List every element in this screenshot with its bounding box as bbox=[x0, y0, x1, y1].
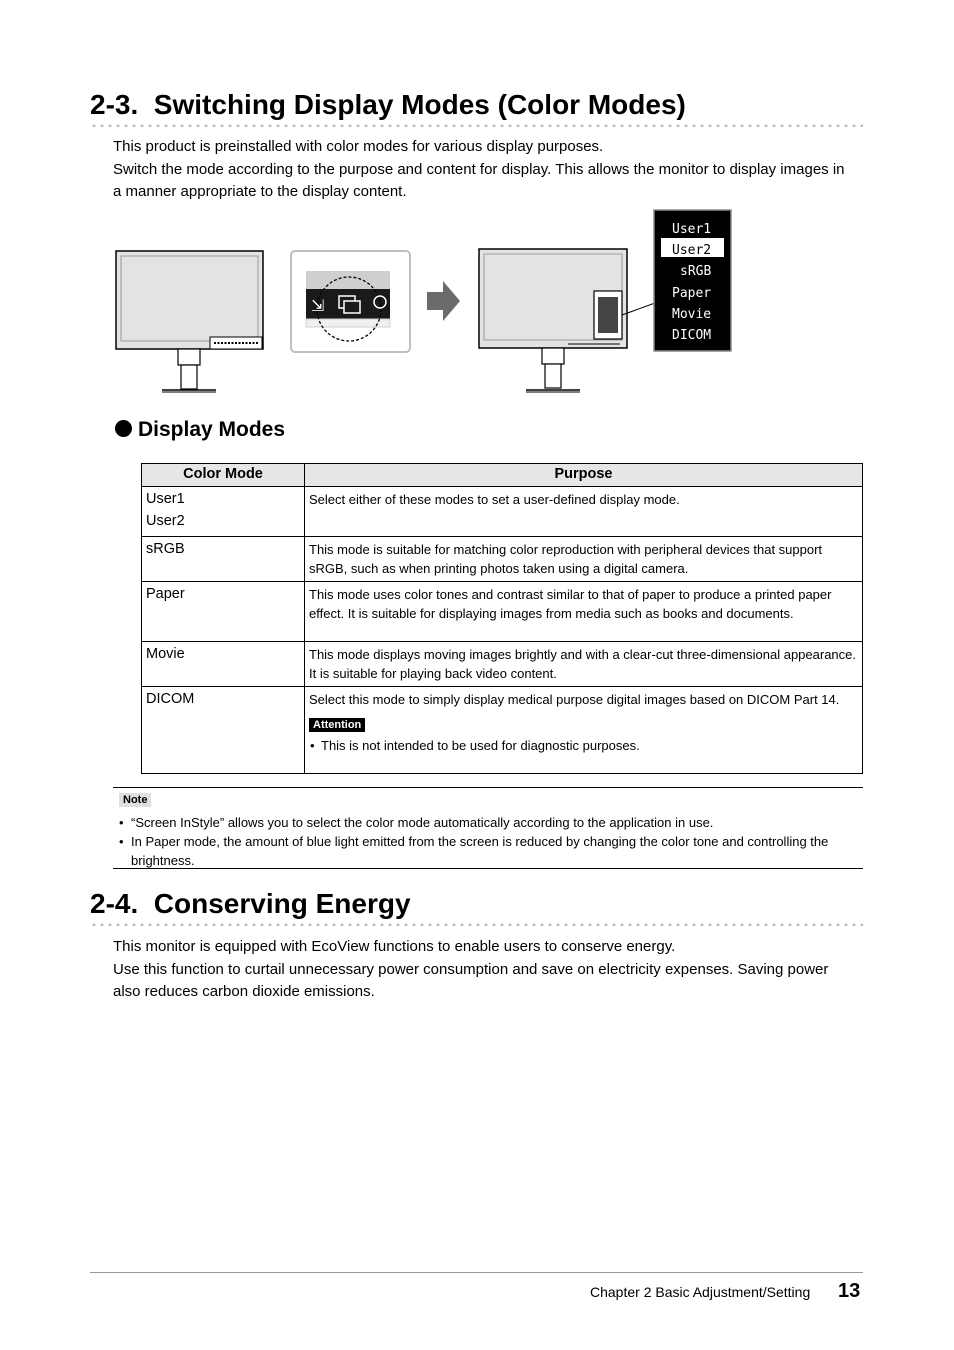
attention-item: • This is not intended to be used for diagnostic purposes. bbox=[310, 738, 640, 753]
purpose-cell: Select either of these modes to set a user-defined display mode. bbox=[305, 487, 863, 537]
bullet-icon bbox=[115, 420, 132, 437]
mode-cell: sRGB bbox=[142, 537, 305, 582]
purpose-cell: This mode uses color tones and contrast similar to that of paper to produce a printed paper effect. It is suitable for displaying images from media such as books and documents. bbox=[305, 582, 863, 642]
note-label: Note bbox=[119, 793, 151, 807]
purpose-cell: This mode is suitable for matching color reproduction with peripheral devices that support sRGB, such as when printing photos taken using a digital camera. bbox=[305, 537, 863, 582]
table-row bbox=[142, 487, 863, 537]
table-row bbox=[142, 642, 863, 687]
mode-name: User2 bbox=[146, 513, 185, 529]
table-header-row bbox=[142, 464, 863, 487]
purpose-cell bbox=[305, 687, 863, 774]
footer-chapter: Chapter 2 Basic Adjustment/Setting bbox=[590, 1284, 811, 1300]
heading-dotted-rule bbox=[90, 923, 863, 926]
menu-item-srgb: sRGB bbox=[680, 264, 712, 279]
list-item: • “Screen InStyle” allows you to select the color mode automatically according to the application in use. bbox=[113, 813, 863, 832]
col-header-mode: Color Mode bbox=[142, 464, 305, 487]
list-item: • In Paper mode, the amount of blue light emitted from the screen is reduced by changing the color tone and controlling the brightness. bbox=[113, 832, 863, 870]
section-heading-conserving-energy bbox=[90, 887, 863, 921]
col-header-purpose: Purpose bbox=[305, 464, 863, 487]
menu-item-user2: User2 bbox=[672, 243, 712, 258]
heading-dotted-rule bbox=[90, 124, 863, 127]
monitor-right-icon bbox=[479, 249, 655, 392]
footer-rule bbox=[90, 1272, 863, 1273]
intro-paragraph bbox=[113, 136, 853, 204]
menu-item-user1: User1 bbox=[672, 222, 712, 237]
page-number: 13 bbox=[838, 1280, 861, 1302]
energy-line-2: Use this function to curtail unnecessary power consumption and save on electricity expenses. Saving power also reduces carbon dioxide emissions. bbox=[113, 960, 829, 1000]
button-zoom-callout bbox=[291, 251, 410, 352]
menu-item-dicom: DICOM bbox=[672, 328, 712, 343]
display-modes-title: Display Modes bbox=[138, 418, 286, 441]
intro-line-2: Switch the mode according to the purpose and content for display. This allows the monitor to display images in a manner appropriate to the display content. bbox=[113, 160, 845, 200]
display-modes-heading bbox=[115, 418, 285, 442]
menu-item-movie: Movie bbox=[672, 307, 712, 322]
arrow-right-icon bbox=[427, 281, 460, 321]
mode-name: User1 bbox=[146, 491, 185, 507]
mode-switch-illustration bbox=[110, 205, 740, 397]
display-modes-table bbox=[141, 463, 863, 774]
section-title: 2-3. Switching Display Modes (Color Modes) bbox=[90, 89, 686, 120]
mode-cell: Paper bbox=[142, 582, 305, 642]
attention-label: Attention bbox=[309, 718, 365, 732]
menu-item-paper: Paper bbox=[672, 286, 712, 301]
section-heading-color-modes bbox=[90, 88, 863, 122]
attention-text: This is not intended to be used for diagnostic purposes. bbox=[321, 738, 640, 753]
mode-cell: Movie bbox=[142, 642, 305, 687]
energy-paragraph bbox=[113, 936, 853, 1004]
monitor-left-icon bbox=[116, 251, 263, 392]
section-title: 2-4. Conserving Energy bbox=[90, 888, 411, 919]
energy-line-1: This monitor is equipped with EcoView functions to enable users to conserve energy. bbox=[113, 938, 676, 955]
mode-cell bbox=[142, 487, 305, 537]
mode-cell: DICOM bbox=[142, 687, 305, 774]
note-list bbox=[113, 813, 863, 870]
svg-text:⇲: ⇲ bbox=[311, 296, 325, 315]
dicom-purpose-text: Select this mode to simply display medical purpose digital images based on DICOM Part 14. bbox=[309, 692, 840, 707]
color-mode-menu bbox=[654, 210, 731, 351]
table-row bbox=[142, 582, 863, 642]
intro-line-1: This product is preinstalled with color modes for various display purposes. bbox=[113, 138, 604, 155]
purpose-cell: This mode displays moving images brightly and with a clear-cut three-dimensional appearance. It is suitable for playing back video content. bbox=[305, 642, 863, 687]
note-box bbox=[113, 787, 863, 869]
table-row bbox=[142, 537, 863, 582]
table-row bbox=[142, 687, 863, 774]
